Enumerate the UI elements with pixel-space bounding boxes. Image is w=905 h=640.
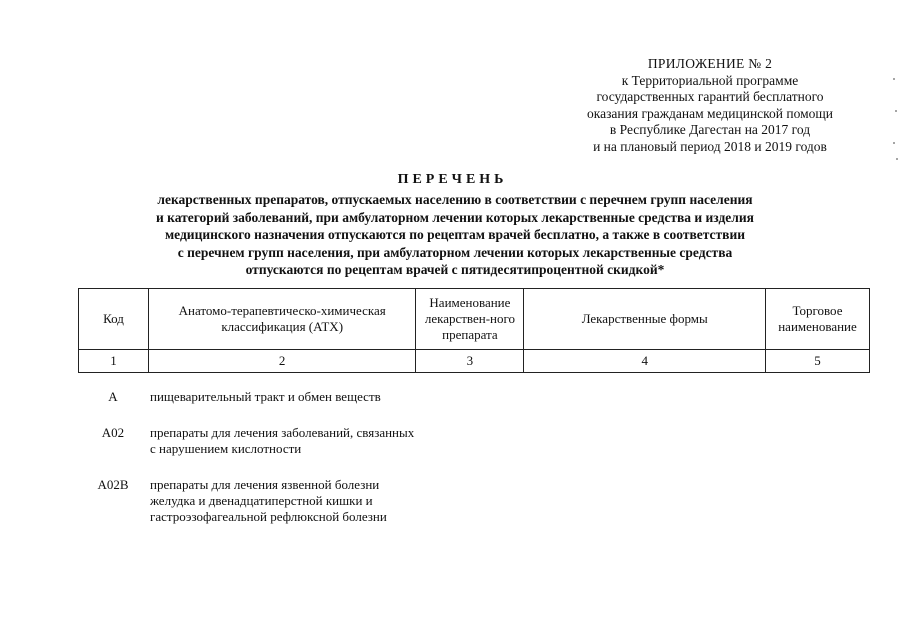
column-number: 4 [524, 350, 766, 373]
document-title: ПЕРЕЧЕНЬ [397, 172, 508, 187]
subtitle-line: медицинского назначения отпускаются по рецептам врачей бесплатно, а также в соответствии [164, 227, 746, 242]
subtitle-line: лекарственных препаратов, отпускаемых населению в соответствии с перечнем групп населения [157, 192, 753, 207]
column-number: 1 [79, 350, 149, 373]
appendix-line: оказания гражданам медицинской помощи [586, 105, 834, 121]
column-number: 5 [766, 350, 870, 373]
appendix-line: и на плановый период 2018 и 2019 годов [593, 138, 827, 154]
scan-speck [893, 78, 895, 80]
table-column-numbers-row [79, 350, 870, 373]
header-code: Код [79, 289, 149, 350]
medicines-table [78, 288, 870, 373]
subtitle-line: отпускаются по рецептам врачей с пятидесятипроцентной скидкой* [245, 262, 665, 277]
appendix-header: ПРИЛОЖЕНИЕ № 2 [647, 56, 773, 71]
table-header-row [79, 289, 870, 350]
scan-speck [896, 158, 898, 160]
row-code: А02 [101, 425, 125, 440]
row-code: А [108, 389, 118, 404]
row-code: А02В [97, 477, 129, 492]
header-dosage-forms: Лекарственные формы [524, 289, 766, 350]
appendix-line: к Территориальной программе [621, 72, 799, 88]
header-trade-name: Торговое наименование [766, 289, 870, 350]
column-number: 2 [148, 350, 416, 373]
appendix-block [560, 56, 860, 155]
table-row [78, 477, 498, 525]
table-row [78, 389, 498, 405]
column-number: 3 [416, 350, 524, 373]
row-description: пищеварительный тракт и обмен веществ [150, 389, 381, 404]
table-body [78, 389, 498, 545]
appendix-line: в Республике Дагестан на 2017 год [609, 122, 811, 137]
document-subtitle [60, 191, 850, 279]
table-row [78, 425, 498, 457]
subtitle-line: и категорий заболеваний, при амбулаторном лечении которых лекарственные средства и изделия [156, 209, 754, 225]
appendix-line: государственных гарантий бесплатного [596, 89, 824, 104]
row-description: препараты для лечения язвенной болезни желудка и двенадцатиперстной кишки и гастроэзофагеальной рефлюксной болезни [150, 477, 387, 524]
header-atc: Анатомо-терапевтическо-химическая классификация (АТХ) [148, 289, 416, 350]
subtitle-line: с перечнем групп населения, при амбулаторном лечении которых лекарственные средства [177, 244, 733, 260]
row-description: препараты для лечения заболеваний, связанных с нарушением кислотности [150, 425, 415, 456]
scan-speck [893, 142, 895, 144]
header-drug-name: Наименование лекарствен-ного препарата [416, 289, 524, 350]
scan-speck [895, 110, 897, 112]
